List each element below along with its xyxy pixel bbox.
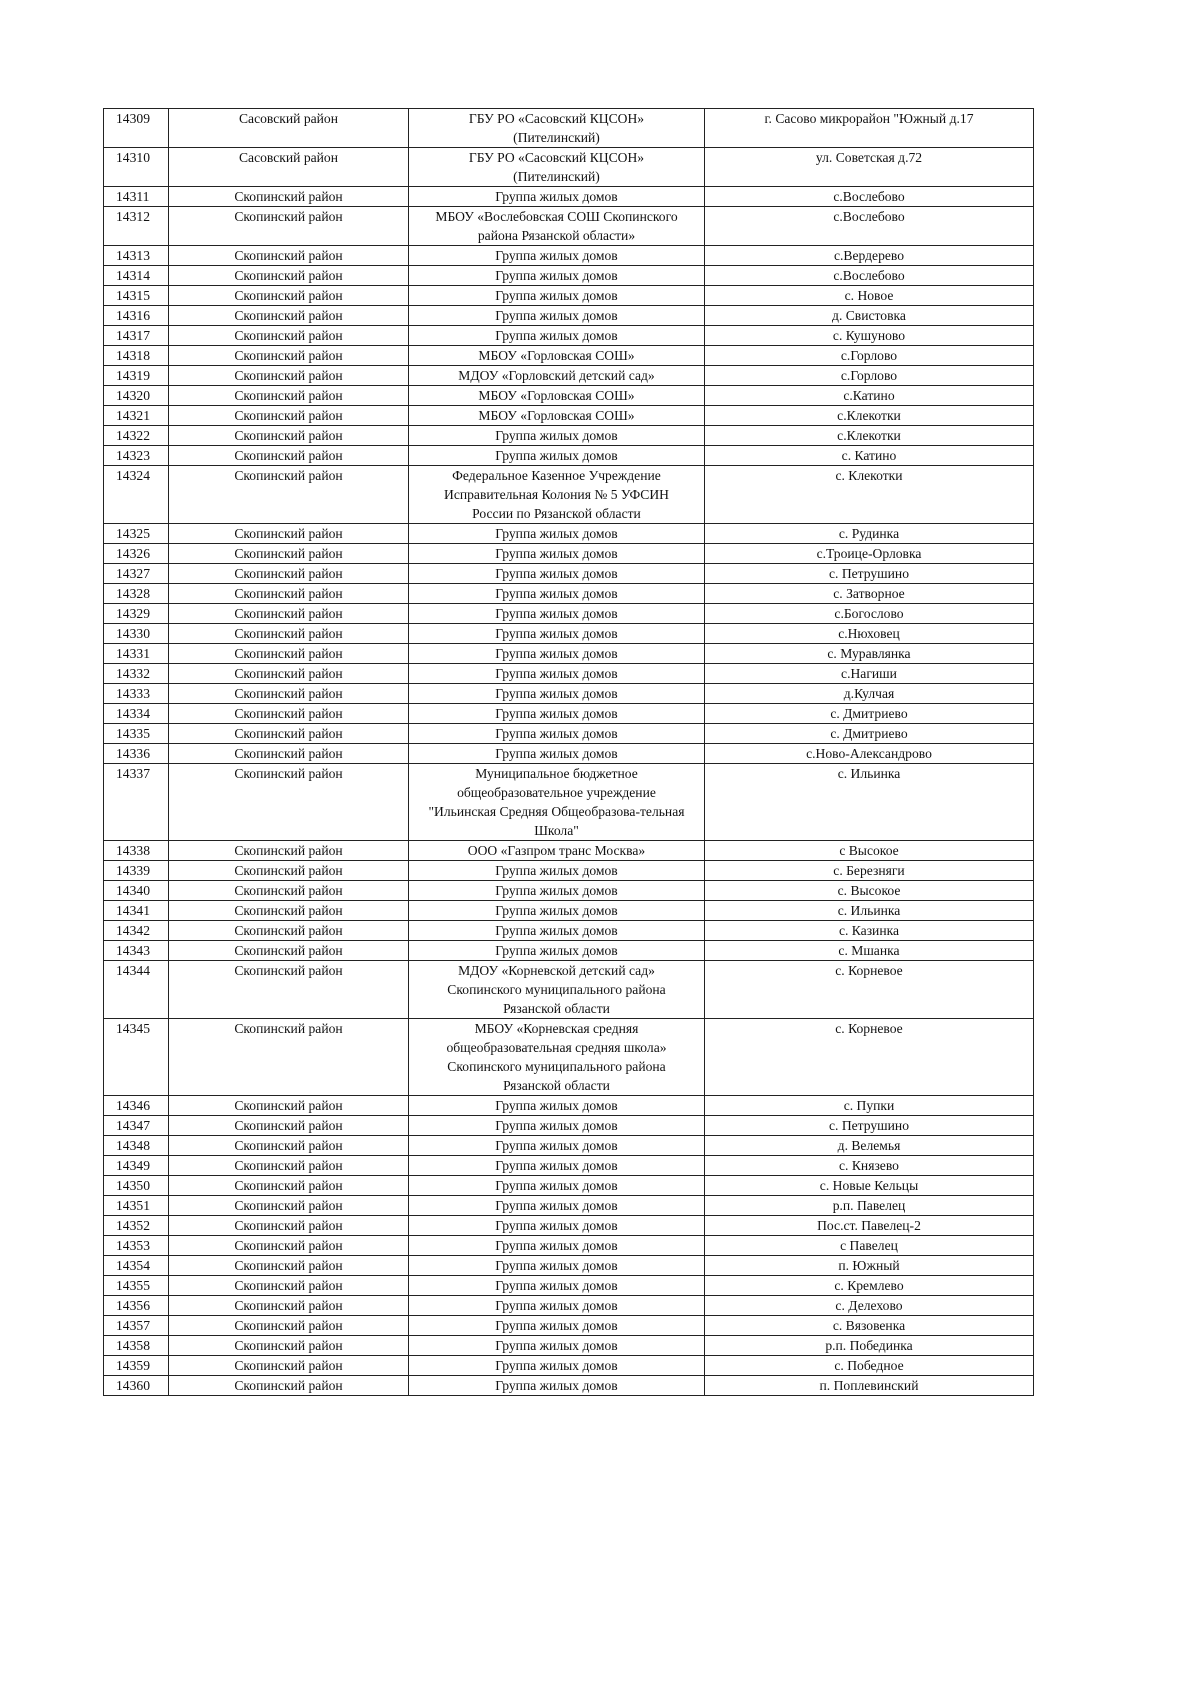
district-cell: Скопинский район	[169, 246, 409, 266]
locality-cell: с Высокое	[705, 841, 1034, 861]
row-number: 14311	[104, 187, 169, 207]
object-cell: Группа жилых домов	[409, 524, 705, 544]
district-cell: Скопинский район	[169, 1236, 409, 1256]
table-row	[104, 1176, 1034, 1196]
object-cell: Группа жилых домов	[409, 1236, 705, 1256]
object-cell: Группа жилых домов	[409, 604, 705, 624]
locality-cell: с. Кушуново	[705, 326, 1034, 346]
locality-cell: с. Рудинка	[705, 524, 1034, 544]
object-cell: Группа жилых домов	[409, 1096, 705, 1116]
locality-cell: с.Горлово	[705, 346, 1034, 366]
table-row	[104, 901, 1034, 921]
object-cell: Группа жилых домов	[409, 1196, 705, 1216]
object-cell: Группа жилых домов	[409, 724, 705, 744]
row-number: 14355	[104, 1276, 169, 1296]
locality-cell: д. Свистовка	[705, 306, 1034, 326]
object-cell: Группа жилых домов	[409, 901, 705, 921]
district-cell: Скопинский район	[169, 406, 409, 426]
table-row	[104, 426, 1034, 446]
row-number: 14338	[104, 841, 169, 861]
locality-cell: с.Клекотки	[705, 426, 1034, 446]
object-cell: Группа жилых домов	[409, 266, 705, 286]
locality-cell: с. Князево	[705, 1156, 1034, 1176]
row-number: 14332	[104, 664, 169, 684]
row-number: 14312	[104, 207, 169, 246]
row-number: 14315	[104, 286, 169, 306]
district-cell: Скопинский район	[169, 446, 409, 466]
district-cell: Скопинский район	[169, 1116, 409, 1136]
district-cell: Скопинский район	[169, 1196, 409, 1216]
object-cell: Группа жилых домов	[409, 881, 705, 901]
locality-cell: с.Вослебово	[705, 187, 1034, 207]
locality-cell: с.Горлово	[705, 366, 1034, 386]
object-cell: Группа жилых домов	[409, 187, 705, 207]
locality-cell: с. Высокое	[705, 881, 1034, 901]
table-row	[104, 266, 1034, 286]
row-number: 14328	[104, 584, 169, 604]
row-number: 14356	[104, 1296, 169, 1316]
locality-cell: п. Поплевинский	[705, 1376, 1034, 1396]
locality-cell: с. Клекотки	[705, 466, 1034, 524]
table-row	[104, 1216, 1034, 1236]
row-number: 14340	[104, 881, 169, 901]
row-number: 14343	[104, 941, 169, 961]
locality-cell: д.Кулчая	[705, 684, 1034, 704]
object-cell: Группа жилых домов	[409, 1256, 705, 1276]
district-cell: Скопинский район	[169, 1019, 409, 1096]
table-row	[104, 1019, 1034, 1096]
district-cell: Скопинский район	[169, 1136, 409, 1156]
locality-cell: с. Корневое	[705, 1019, 1034, 1096]
row-number: 14320	[104, 386, 169, 406]
district-cell: Скопинский район	[169, 386, 409, 406]
row-number: 14309	[104, 109, 169, 148]
table-row	[104, 346, 1034, 366]
locality-cell: с. Муравлянка	[705, 644, 1034, 664]
locality-cell: с.Вослебово	[705, 207, 1034, 246]
row-number: 14350	[104, 1176, 169, 1196]
object-cell: ООО «Газпром транс Москва»	[409, 841, 705, 861]
row-number: 14339	[104, 861, 169, 881]
row-number: 14330	[104, 624, 169, 644]
row-number: 14352	[104, 1216, 169, 1236]
district-cell: Скопинский район	[169, 584, 409, 604]
table-row	[104, 744, 1034, 764]
locality-cell: Пос.ст. Павелец-2	[705, 1216, 1034, 1236]
object-cell: МБОУ «Горловская СОШ»	[409, 386, 705, 406]
object-cell: Группа жилых домов	[409, 426, 705, 446]
object-cell: МБОУ «Горловская СОШ»	[409, 346, 705, 366]
locality-cell: с. Затворное	[705, 584, 1034, 604]
object-cell: Группа жилых домов	[409, 1116, 705, 1136]
row-number: 14331	[104, 644, 169, 664]
locality-cell: г. Сасово микрорайон "Южный д.17	[705, 109, 1034, 148]
locality-cell: с. Кремлево	[705, 1276, 1034, 1296]
locality-cell: с. Пупки	[705, 1096, 1034, 1116]
district-cell: Скопинский район	[169, 1156, 409, 1176]
district-cell: Скопинский район	[169, 426, 409, 446]
locality-cell: с. Ильинка	[705, 901, 1034, 921]
row-number: 14353	[104, 1236, 169, 1256]
table-row	[104, 664, 1034, 684]
locality-cell: с.Ново-Александрово	[705, 744, 1034, 764]
district-cell: Скопинский район	[169, 1376, 409, 1396]
district-cell: Скопинский район	[169, 266, 409, 286]
row-number: 14358	[104, 1336, 169, 1356]
object-cell: Группа жилых домов	[409, 744, 705, 764]
table-row	[104, 881, 1034, 901]
table-row	[104, 941, 1034, 961]
row-number: 14324	[104, 466, 169, 524]
district-cell: Скопинский район	[169, 1216, 409, 1236]
district-cell: Скопинский район	[169, 664, 409, 684]
row-number: 14314	[104, 266, 169, 286]
object-cell: Группа жилых домов	[409, 1296, 705, 1316]
object-cell: Группа жилых домов	[409, 286, 705, 306]
district-cell: Скопинский район	[169, 286, 409, 306]
row-number: 14326	[104, 544, 169, 564]
locality-cell: с. Вязовенка	[705, 1316, 1034, 1336]
row-number: 14351	[104, 1196, 169, 1216]
object-cell: Группа жилых домов	[409, 644, 705, 664]
object-cell: Группа жилых домов	[409, 544, 705, 564]
locality-cell: с. Березняги	[705, 861, 1034, 881]
object-cell: Группа жилых домов	[409, 446, 705, 466]
table-row	[104, 1256, 1034, 1276]
document-page	[103, 108, 1033, 1396]
locality-cell: с.Катино	[705, 386, 1034, 406]
row-number: 14318	[104, 346, 169, 366]
object-cell: Группа жилых домов	[409, 624, 705, 644]
table-row	[104, 704, 1034, 724]
locality-cell: с. Новое	[705, 286, 1034, 306]
table-row	[104, 624, 1034, 644]
table-row	[104, 1276, 1034, 1296]
district-cell: Скопинский район	[169, 961, 409, 1019]
table-row	[104, 1096, 1034, 1116]
table-row	[104, 466, 1034, 524]
row-number: 14334	[104, 704, 169, 724]
row-number: 14319	[104, 366, 169, 386]
row-number: 14345	[104, 1019, 169, 1096]
row-number: 14310	[104, 148, 169, 187]
object-cell: МБОУ «Вослебовская СОШ Скопинского района Рязанской области»	[409, 207, 705, 246]
table-row	[104, 604, 1034, 624]
district-cell: Скопинский район	[169, 764, 409, 841]
table-row	[104, 841, 1034, 861]
object-cell: Группа жилых домов	[409, 1176, 705, 1196]
table-row	[104, 524, 1034, 544]
locality-cell: с.Нагиши	[705, 664, 1034, 684]
object-cell: Группа жилых домов	[409, 1136, 705, 1156]
table-row	[104, 326, 1034, 346]
table-row	[104, 1316, 1034, 1336]
district-cell: Скопинский район	[169, 684, 409, 704]
locality-cell: с.Нюховец	[705, 624, 1034, 644]
table-row	[104, 584, 1034, 604]
locality-cell: с. Казинка	[705, 921, 1034, 941]
table-row	[104, 564, 1034, 584]
object-cell: Группа жилых домов	[409, 306, 705, 326]
row-number: 14344	[104, 961, 169, 1019]
row-number: 14327	[104, 564, 169, 584]
table-row	[104, 306, 1034, 326]
district-cell: Скопинский район	[169, 466, 409, 524]
locality-cell: с Павелец	[705, 1236, 1034, 1256]
object-cell: Группа жилых домов	[409, 704, 705, 724]
object-cell: Федеральное Казенное Учреждение Исправительная Колония № 5 УФСИН России по Рязанской области	[409, 466, 705, 524]
table-row	[104, 1356, 1034, 1376]
district-cell: Скопинский район	[169, 1296, 409, 1316]
district-cell: Скопинский район	[169, 1336, 409, 1356]
object-cell: Муниципальное бюджетное общеобразовательное учреждение "Ильинская Средняя Общеобразова-тельная Школа"	[409, 764, 705, 841]
row-number: 14317	[104, 326, 169, 346]
row-number: 14321	[104, 406, 169, 426]
locality-cell: с. Мшанка	[705, 941, 1034, 961]
locality-cell: с. Дмитриево	[705, 724, 1034, 744]
district-cell: Скопинский район	[169, 207, 409, 246]
object-cell: Группа жилых домов	[409, 564, 705, 584]
table-row	[104, 286, 1034, 306]
object-cell: Группа жилых домов	[409, 1356, 705, 1376]
row-number: 14335	[104, 724, 169, 744]
district-cell: Скопинский район	[169, 1356, 409, 1376]
row-number: 14329	[104, 604, 169, 624]
district-cell: Скопинский район	[169, 624, 409, 644]
table-row	[104, 246, 1034, 266]
table-row	[104, 1296, 1034, 1316]
object-cell: МДОУ «Корневской детский сад» Скопинского муниципального района Рязанской области	[409, 961, 705, 1019]
district-cell: Скопинский район	[169, 704, 409, 724]
object-cell: Группа жилых домов	[409, 1336, 705, 1356]
object-cell: Группа жилых домов	[409, 921, 705, 941]
district-cell: Скопинский район	[169, 544, 409, 564]
district-cell: Скопинский район	[169, 881, 409, 901]
table-row	[104, 366, 1034, 386]
locality-cell: с. Делехово	[705, 1296, 1034, 1316]
district-cell: Скопинский район	[169, 1256, 409, 1276]
district-cell: Скопинский район	[169, 346, 409, 366]
district-cell: Скопинский район	[169, 744, 409, 764]
district-cell: Скопинский район	[169, 841, 409, 861]
table-row	[104, 148, 1034, 187]
locality-cell: п. Южный	[705, 1256, 1034, 1276]
object-cell: МБОУ «Горловская СОШ»	[409, 406, 705, 426]
district-cell: Скопинский район	[169, 564, 409, 584]
locality-cell: р.п. Павелец	[705, 1196, 1034, 1216]
object-cell: Группа жилых домов	[409, 1316, 705, 1336]
table-row	[104, 544, 1034, 564]
district-cell: Скопинский район	[169, 724, 409, 744]
locality-cell: с.Клекотки	[705, 406, 1034, 426]
table-row	[104, 446, 1034, 466]
object-cell: Группа жилых домов	[409, 861, 705, 881]
object-cell: ГБУ РО «Сасовский КЦСОН» (Пителинский)	[409, 109, 705, 148]
table-row	[104, 207, 1034, 246]
object-cell: МБОУ «Корневская средняя общеобразовательная средняя школа» Скопинского муниципального района Рязанской области	[409, 1019, 705, 1096]
row-number: 14336	[104, 744, 169, 764]
locality-cell: с.Вердерево	[705, 246, 1034, 266]
row-number: 14323	[104, 446, 169, 466]
object-cell: Группа жилых домов	[409, 1216, 705, 1236]
table-row	[104, 1336, 1034, 1356]
locality-cell: с. Дмитриево	[705, 704, 1034, 724]
object-cell: Группа жилых домов	[409, 1156, 705, 1176]
table-row	[104, 1376, 1034, 1396]
object-cell: Группа жилых домов	[409, 664, 705, 684]
row-number: 14322	[104, 426, 169, 446]
locality-cell: с. Петрушино	[705, 564, 1034, 584]
district-cell: Скопинский район	[169, 306, 409, 326]
locality-cell: с. Новые Кельцы	[705, 1176, 1034, 1196]
district-cell: Скопинский район	[169, 604, 409, 624]
object-cell: Группа жилых домов	[409, 941, 705, 961]
table-row	[104, 1236, 1034, 1256]
district-cell: Скопинский район	[169, 187, 409, 207]
row-number: 14333	[104, 684, 169, 704]
district-cell: Сасовский район	[169, 109, 409, 148]
district-cell: Сасовский район	[169, 148, 409, 187]
table-row	[104, 1196, 1034, 1216]
district-cell: Скопинский район	[169, 1316, 409, 1336]
district-cell: Скопинский район	[169, 1176, 409, 1196]
row-number: 14316	[104, 306, 169, 326]
row-number: 14360	[104, 1376, 169, 1396]
row-number: 14348	[104, 1136, 169, 1156]
district-cell: Скопинский район	[169, 1276, 409, 1296]
locality-cell: р.п. Побединка	[705, 1336, 1034, 1356]
locality-cell: с. Ильинка	[705, 764, 1034, 841]
table-row	[104, 961, 1034, 1019]
row-number: 14354	[104, 1256, 169, 1276]
object-cell: МДОУ «Горловский детский сад»	[409, 366, 705, 386]
district-cell: Скопинский район	[169, 644, 409, 664]
row-number: 14349	[104, 1156, 169, 1176]
table-row	[104, 1116, 1034, 1136]
table-row	[104, 921, 1034, 941]
object-cell: Группа жилых домов	[409, 1376, 705, 1396]
table-row	[104, 406, 1034, 426]
object-cell: Группа жилых домов	[409, 684, 705, 704]
locations-table	[103, 108, 1034, 1396]
district-cell: Скопинский район	[169, 901, 409, 921]
object-cell: Группа жилых домов	[409, 1276, 705, 1296]
locality-cell: с. Катино	[705, 446, 1034, 466]
table-row	[104, 187, 1034, 207]
table-row	[104, 684, 1034, 704]
object-cell: Группа жилых домов	[409, 584, 705, 604]
row-number: 14313	[104, 246, 169, 266]
table-row	[104, 386, 1034, 406]
district-cell: Скопинский район	[169, 941, 409, 961]
locality-cell: с. Победное	[705, 1356, 1034, 1376]
locality-cell: с. Корневое	[705, 961, 1034, 1019]
district-cell: Скопинский район	[169, 861, 409, 881]
row-number: 14337	[104, 764, 169, 841]
row-number: 14359	[104, 1356, 169, 1376]
object-cell: Группа жилых домов	[409, 326, 705, 346]
object-cell: ГБУ РО «Сасовский КЦСОН» (Пителинский)	[409, 148, 705, 187]
district-cell: Скопинский район	[169, 524, 409, 544]
row-number: 14346	[104, 1096, 169, 1116]
locality-cell: с.Богослово	[705, 604, 1034, 624]
object-cell: Группа жилых домов	[409, 246, 705, 266]
row-number: 14341	[104, 901, 169, 921]
district-cell: Скопинский район	[169, 366, 409, 386]
table-row	[104, 1136, 1034, 1156]
table-row	[104, 724, 1034, 744]
table-row	[104, 1156, 1034, 1176]
row-number: 14325	[104, 524, 169, 544]
locality-cell: с. Петрушино	[705, 1116, 1034, 1136]
row-number: 14357	[104, 1316, 169, 1336]
table-row	[104, 644, 1034, 664]
locality-cell: д. Велемья	[705, 1136, 1034, 1156]
district-cell: Скопинский район	[169, 1096, 409, 1116]
table-row	[104, 764, 1034, 841]
district-cell: Скопинский район	[169, 326, 409, 346]
locality-cell: ул. Советская д.72	[705, 148, 1034, 187]
locality-cell: с.Вослебово	[705, 266, 1034, 286]
table-row	[104, 109, 1034, 148]
row-number: 14342	[104, 921, 169, 941]
district-cell: Скопинский район	[169, 921, 409, 941]
table-row	[104, 861, 1034, 881]
row-number: 14347	[104, 1116, 169, 1136]
locality-cell: с.Троице-Орловка	[705, 544, 1034, 564]
